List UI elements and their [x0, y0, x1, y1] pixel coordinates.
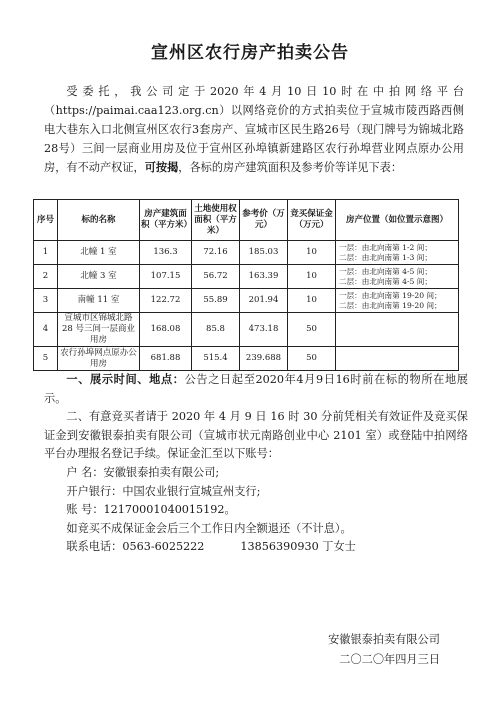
- cell-name: 农行孙埠网点原办公用房: [58, 347, 140, 371]
- notice-body: [44, 370, 468, 557]
- cell-area: 136.3: [140, 241, 192, 265]
- cell-name: 北幢 3 室: [58, 265, 140, 289]
- cell-price: 163.39: [240, 265, 288, 289]
- account-name-line: [44, 464, 468, 483]
- cell-price: 239.688: [240, 347, 288, 371]
- position-line: 二层：由北向南第 19-20 间；: [339, 300, 442, 310]
- intro-bold-mortgage: 可按揭: [144, 160, 179, 174]
- cell-position: [336, 289, 459, 313]
- cell-no: 2: [34, 265, 58, 289]
- signature-company: 安徽银泰拍卖有限公司: [328, 633, 440, 646]
- cell-area: 681.88: [140, 347, 192, 371]
- position-line: 二层：由北向南第 1-3 间；: [339, 252, 432, 262]
- table-row: [34, 313, 459, 347]
- header-position: 房产位置（如位置示意图）: [336, 200, 459, 241]
- section-display-heading: 一、展示时间、地点：: [66, 372, 185, 386]
- header-deposit: 竞买保证金（万元）: [288, 200, 336, 241]
- cell-name: 南幢 11 室: [58, 289, 140, 313]
- contact-label: 联系电话：: [66, 540, 123, 554]
- account-no-value: 12170001040015192。: [103, 503, 236, 517]
- intro-text-end: ，各标的房产建筑面积及参考价等详见下表：: [178, 161, 403, 174]
- position-line: 一层：由北向南第 19-20 间；: [339, 290, 442, 300]
- account-bank-value: 中国农业银行宣城宣州支行;: [122, 484, 261, 498]
- cell-price: 185.03: [240, 241, 288, 265]
- cell-no: 3: [34, 289, 58, 313]
- table-row: [34, 289, 459, 313]
- cell-no: 4: [34, 313, 58, 347]
- table-row: [34, 265, 459, 289]
- account-no-line: [44, 501, 468, 520]
- position-line: 一层：由北向南第 1-2 间；: [339, 242, 432, 252]
- table-header-row: [34, 200, 459, 241]
- signature-date: 二〇二〇年四月三日: [339, 653, 440, 666]
- cell-land: 85.8: [192, 313, 240, 347]
- cell-no: 5: [34, 347, 58, 371]
- position-line: 二层：由北向南第 4-5 间；: [339, 276, 432, 286]
- page-title: 宣州区农行房产拍卖公告: [151, 43, 349, 63]
- cell-deposit: 10: [288, 265, 336, 289]
- cell-position: [336, 241, 459, 265]
- cell-position: [336, 347, 459, 371]
- cell-deposit: 10: [288, 241, 336, 265]
- account-name-label: 户 名：: [66, 465, 104, 479]
- position-line: 一层：由北向南第 4-5 间；: [339, 266, 432, 276]
- cell-land: 56.72: [192, 265, 240, 289]
- cell-land: 515.4: [192, 347, 240, 371]
- cell-name: 宣城市区锦城北路 28 号三间一层商业用房: [58, 313, 140, 347]
- cell-price: 473.18: [240, 313, 288, 347]
- cell-area: 107.15: [140, 265, 192, 289]
- header-area: 房产建筑面积（平方米）: [140, 200, 192, 241]
- cell-deposit: 50: [288, 347, 336, 371]
- account-bank-line: [44, 483, 468, 502]
- cell-deposit: 10: [288, 289, 336, 313]
- header-price: 参考价（万元）: [240, 200, 288, 241]
- cell-deposit: 50: [288, 313, 336, 347]
- section-registration: 二、有意竞买者请于 2020 年 4 月 9 日 16 时 30 分前凭相关有效证件及竞买保证金到安徽银泰拍卖有限公司（宣城市状元南路创业中心 2101 室）或登陆中拍网络平台办理报名登记手续。保证金汇至以下账号：: [44, 410, 468, 461]
- header-land: 土地使用权面积（平方米）: [192, 200, 240, 241]
- cell-no: 1: [34, 241, 58, 265]
- cell-area: 168.08: [140, 313, 192, 347]
- cell-position: [336, 313, 459, 347]
- header-name: 标的名称: [58, 200, 140, 241]
- refund-note: 如竞买不成保证金会后三个工作日内全额退还（不计息）。: [66, 521, 352, 535]
- cell-land: 55.89: [192, 289, 240, 313]
- cell-area: 122.72: [140, 289, 192, 313]
- contact-phone-2: 13856390930 丁女士: [240, 540, 356, 554]
- cell-land: 72.16: [192, 241, 240, 265]
- cell-price: 201.94: [240, 289, 288, 313]
- intro-paragraph: [44, 82, 464, 177]
- table-row: [34, 347, 459, 371]
- cell-position: [336, 265, 459, 289]
- table-row: [34, 241, 459, 265]
- account-bank-label: 开户银行：: [66, 484, 123, 498]
- cell-name: 北幢 1 室: [58, 241, 140, 265]
- contact-phone-1: 0563-6025222: [122, 540, 205, 554]
- property-table: [33, 199, 459, 371]
- header-no: 序号: [34, 200, 58, 241]
- section-display-text: 公告之日起至2020年4月9日16时前在标的物所在地展示。: [44, 373, 468, 405]
- contact-line: [44, 538, 468, 557]
- section-display: [44, 370, 468, 408]
- account-name-value: 安徽银泰拍卖有限公司;: [103, 465, 220, 479]
- signature-block: [328, 630, 440, 670]
- intro-text: 受委托，我公司定于2020年4月10日10时在中拍网络平台（https://paimai.caa123.org.cn）以网络竞价的方式拍卖位于宣城市陵西路西侧电大巷东入口北侧宣州区农行3套房产、宣城市区民生路26号（现门牌号为锦城北路28号）三间一层商业用房及位于宣州区孙埠镇新建路区农行孙埠营业网点原办公用房，有不动产权证，: [44, 85, 464, 174]
- account-no-label: 账 号：: [66, 503, 104, 517]
